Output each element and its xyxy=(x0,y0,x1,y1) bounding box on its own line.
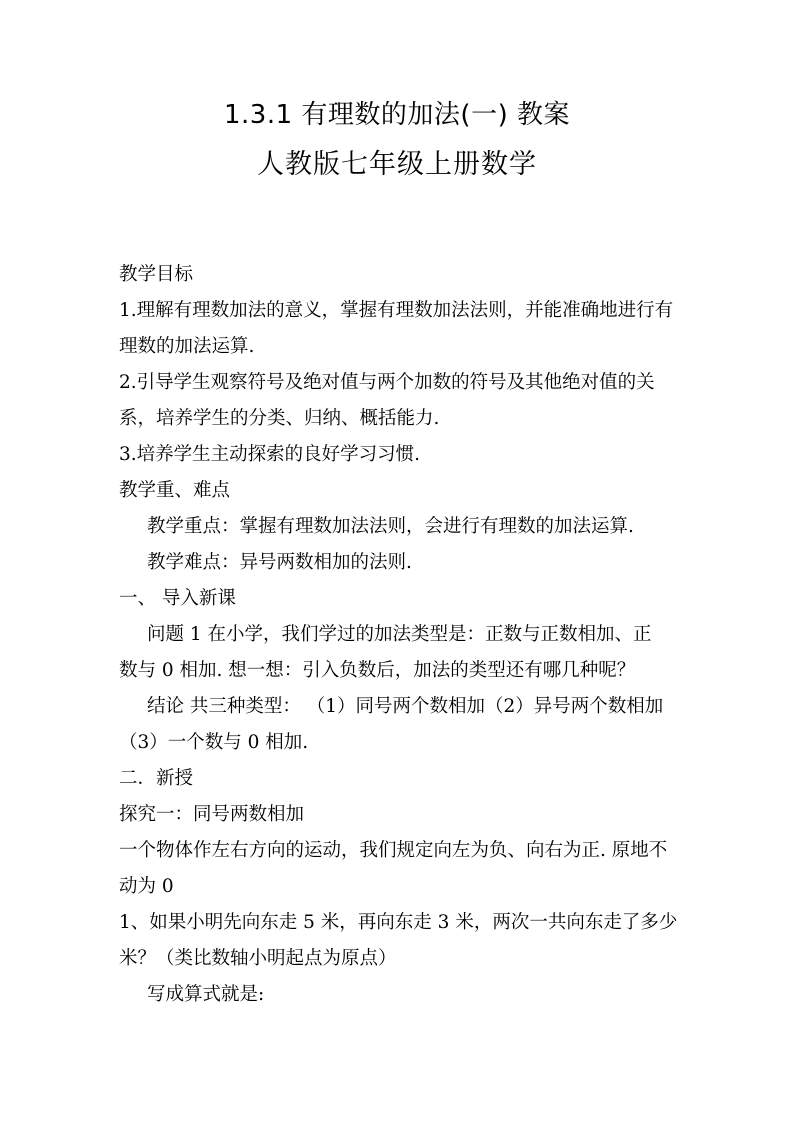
objective-2-line-1: 2.引导学生观察符号及绝对值与两个加数的符号及其他绝对值的关 xyxy=(119,372,655,393)
heading-introduction: 一、 导入新课 xyxy=(119,588,236,609)
example-1-line-1: 1、如果小明先向东走 5 米，再向东走 3 米，两次一共向东走了多少 xyxy=(119,912,678,933)
difficult-point: 教学难点：异号两数相加的法则. xyxy=(147,552,412,573)
heading-key-difficult-points: 教学重、难点 xyxy=(119,480,231,501)
heading-teaching-objectives: 教学目标 xyxy=(119,264,194,285)
conclusion-line-1: 结论 共三种类型： （1）同号两个数相加（2）异号两个数相加 xyxy=(147,696,664,717)
objective-3: 3.培养学生主动探索的良好学习习惯. xyxy=(119,444,421,465)
write-formula-prompt: 写成算式就是: xyxy=(147,984,265,1005)
document-subtitle: 人教版七年级上册数学 xyxy=(257,149,537,180)
document-title: 1.3.1 有理数的加法(一) 教案 xyxy=(224,100,570,130)
motion-rule-line-2: 动为 0 xyxy=(119,876,174,897)
question-1-line-1: 问题 1 在小学，我们学过的加法类型是：正数与正数相加、正 xyxy=(147,624,652,645)
question-1-line-2: 数与 0 相加. 想一想：引入负数后，加法的类型还有哪几种呢？ xyxy=(119,660,636,681)
motion-rule-line-1: 一个物体作左右方向的运动，我们规定向左为负、向右为正. 原地不 xyxy=(119,840,668,861)
key-point: 教学重点：掌握有理数加法法则，会进行有理数的加法运算. xyxy=(147,516,634,537)
objective-1-line-1: 1.理解有理数加法的意义，掌握有理数加法法则，并能准确地进行有 xyxy=(119,300,674,321)
objective-1-line-2: 理数的加法运算. xyxy=(119,336,255,357)
conclusion-line-2: （3）一个数与 0 相加. xyxy=(119,732,309,753)
example-1-line-2: 米？（类比数轴小明起点为原点） xyxy=(119,948,397,969)
heading-new-lesson: 二．新授 xyxy=(119,768,194,789)
exploration-1-heading: 探究一：同号两数相加 xyxy=(119,804,305,825)
objective-2-line-2: 系，培养学生的分类、归纳、概括能力. xyxy=(119,408,440,429)
